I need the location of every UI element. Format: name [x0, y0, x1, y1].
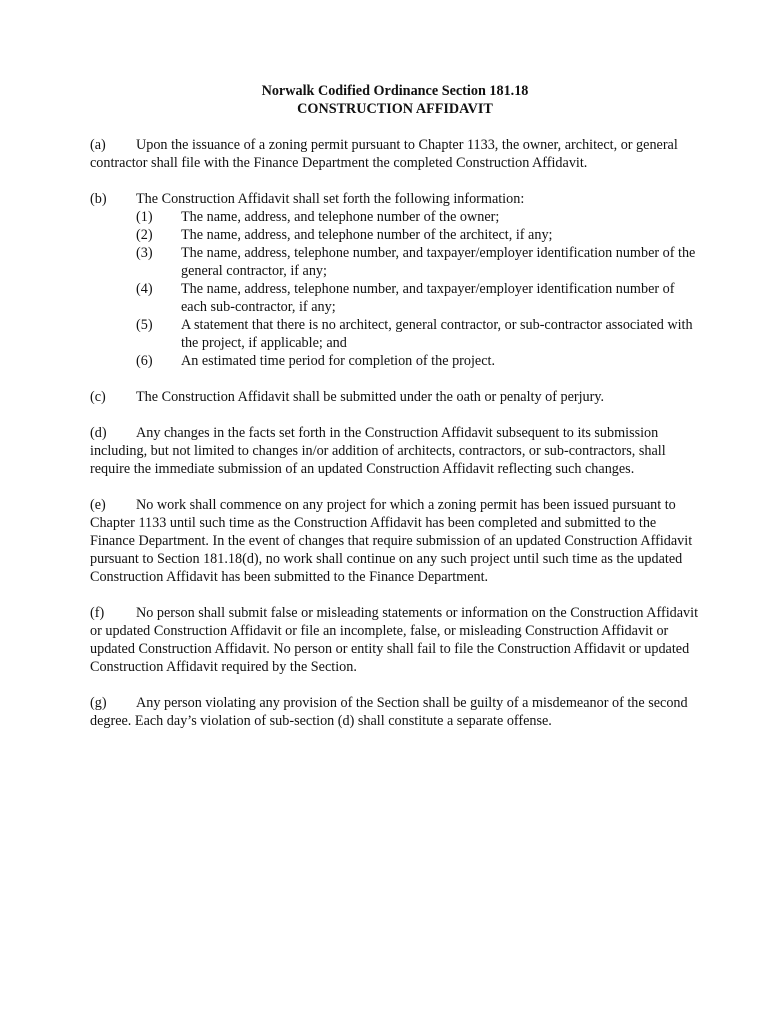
list-item-text: A statement that there is no architect, general contractor, or sub-contractor associated with the project, if applicable; and: [181, 317, 693, 351]
paragraph-c: [90, 388, 700, 406]
paragraph-label: (a): [90, 137, 106, 153]
list-item: [136, 352, 700, 370]
list-item-text: An estimated time period for completion of the project.: [181, 353, 496, 369]
list-item: [136, 316, 700, 352]
paragraph-intro: The Construction Affidavit shall set forth the following information:: [136, 191, 525, 207]
list-item-number: (6): [136, 353, 153, 369]
list-item-number: (4): [136, 281, 153, 297]
paragraph-b: [90, 190, 700, 370]
list-item: [136, 244, 700, 280]
paragraph-text: The Construction Affidavit shall be submitted under the oath or penalty of perjury.: [136, 389, 605, 405]
paragraph-label: (d): [90, 425, 107, 441]
paragraph-e: [90, 496, 700, 586]
info-list: [90, 208, 700, 370]
list-item-text: The name, address, telephone number, and taxpayer/employer identification number of the general contractor, if any;: [181, 245, 696, 279]
paragraph-label: (f): [90, 605, 105, 621]
paragraph-text: Any person violating any provision of the Section shall be guilty of a misdemeanor of the second degree. Each day’s violation of sub-section (d) shall constitute a separate offense.: [90, 695, 688, 729]
list-item-text: The name, address, telephone number, and taxpayer/employer identification number of each sub-contractor, if any;: [181, 281, 675, 315]
paragraph-label: (c): [90, 389, 106, 405]
document-page: [90, 82, 700, 748]
paragraph-text: Any changes in the facts set forth in the Construction Affidavit subsequent to its submission including, but not limited to changes in/or addition of architects, contractors, or sub-contractors, shall require the immediate submission of an updated Construction Affidavit reflecting such changes.: [90, 425, 666, 477]
list-item-number: (1): [136, 209, 153, 225]
paragraph-a: [90, 136, 700, 172]
paragraph-label: (e): [90, 497, 106, 513]
paragraph-label: (b): [90, 191, 107, 207]
list-item: [136, 226, 700, 244]
paragraph-text: No person shall submit false or misleading statements or information on the Construction Affidavit or updated Construction Affidavit or file an incomplete, false, or misleading Construction Affidavit or updated Construction Affidavit. No person or entity shall fail to file the Construction Affidavit or updated Construction Affidavit required by the Section.: [90, 605, 699, 675]
paragraph-g: [90, 694, 700, 730]
list-item-number: (2): [136, 227, 153, 243]
list-item-text: The name, address, and telephone number of the architect, if any;: [181, 227, 553, 243]
list-item-number: (5): [136, 317, 153, 333]
document-header: [90, 82, 700, 118]
list-item: [136, 208, 700, 226]
paragraph-text: Upon the issuance of a zoning permit pursuant to Chapter 1133, the owner, architect, or general contractor shall file with the Finance Department the completed Construction Affidavit.: [90, 137, 678, 171]
document-subtitle: CONSTRUCTION AFFIDAVIT: [297, 101, 493, 117]
document-title: Norwalk Codified Ordinance Section 181.18: [261, 83, 529, 99]
list-item: [136, 280, 700, 316]
list-item-text: The name, address, and telephone number of the owner;: [181, 209, 500, 225]
paragraph-text: No work shall commence on any project for which a zoning permit has been issued pursuant to Chapter 1133 until such time as the Construction Affidavit has been completed and submitted to the Finance Department. In the event of changes that require submission of an updated Construction Affidavit pursuant to Section 181.18(d), no work shall continue on any such project until such time as the updated Construction Affidavit has been submitted to the Finance Department.: [90, 497, 693, 585]
list-item-number: (3): [136, 245, 153, 261]
paragraph-d: [90, 424, 700, 478]
paragraph-f: [90, 604, 700, 676]
paragraph-label: (g): [90, 695, 107, 711]
